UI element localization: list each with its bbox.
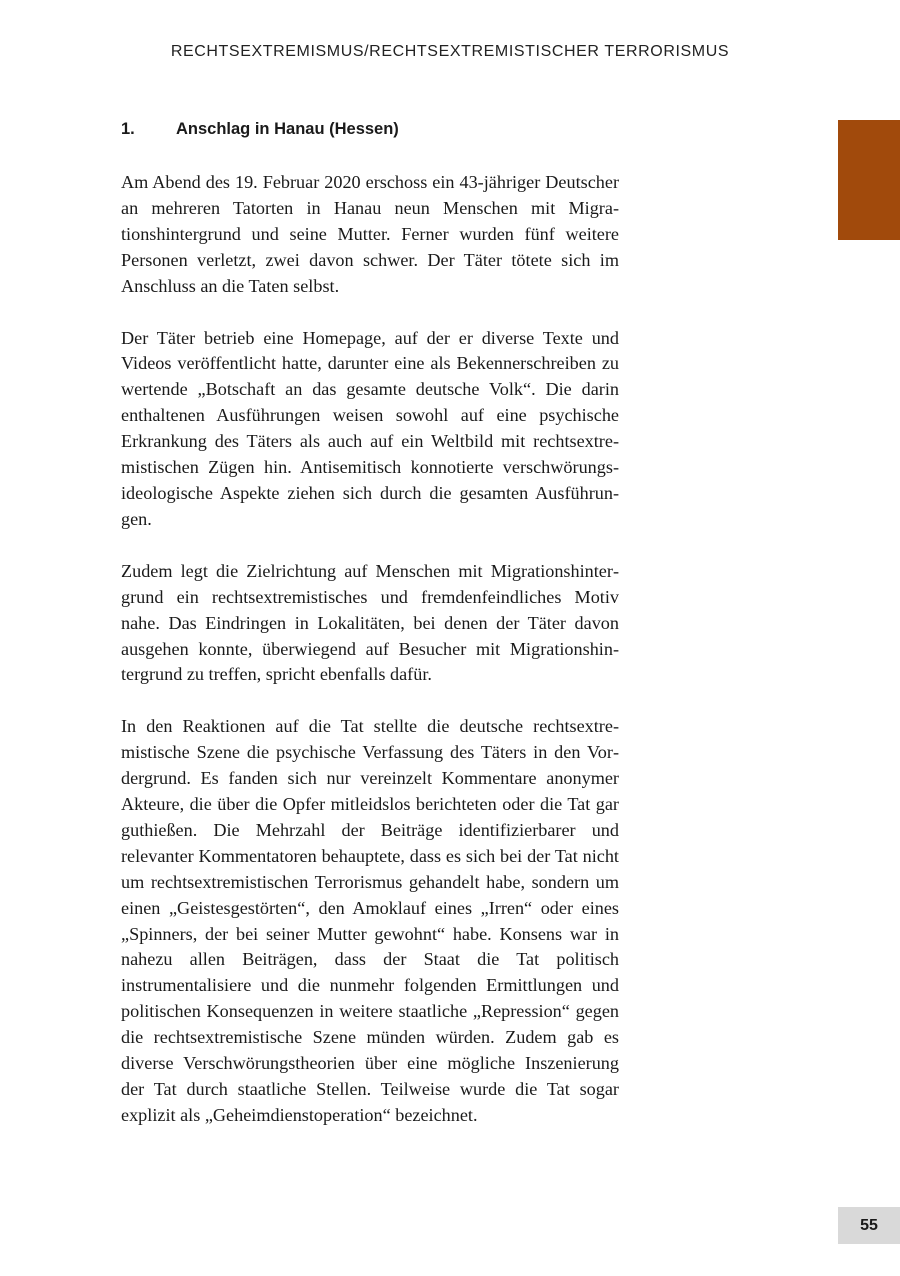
page-number: 55 (838, 1207, 900, 1244)
running-header: RECHTSEXTREMISMUS/RECHTSEXTREMISTISCHER TERRORISMUS (170, 43, 730, 60)
paragraph: Zudem legt die Zielrichtung auf Menschen mit Migrationshintergrund ein rechtsextremistisches und fremdenfeindliches Motiv nahe. Das Eindringen in Lokalitäten, bei denen der Täter davon ausgehen konnte, überwiegend auf Besucher mit Migrationshintergrund zu treffen, spricht ebenfalls dafür. (121, 560, 619, 685)
section-title: Anschlag in Hanau (Hessen) (176, 120, 399, 138)
section-number: 1. (121, 120, 135, 138)
paragraph: Am Abend des 19. Februar 2020 erschoss ein 43-jähriger Deutscher an mehreren Tatorten in Hanau neun Menschen mit Migrationshintergrund und seine Mutter. Ferner wurden fünf weitere Personen verletzt, zwei davon schwer. Der Täter tötete sich im Anschluss an die Taten selbst. (121, 172, 619, 296)
section-heading (121, 120, 399, 139)
chapter-tab-marker (838, 120, 900, 240)
paragraph: Der Täter betrieb eine Homepage, auf der er diverse Texte und Videos veröffentlicht hatte, darunter eine als Bekennerschreiben zu wertende „Botschaft an das gesamte deutsche Volk“. Die darin enthaltenen Ausführungen weisen sowohl auf eine psychische Erkrankung des Täters als auch auf ein Weltbild mit rechtsextremistischen Zügen hin. Antisemitisch konnotierte verschwörungsideologische Aspekte ziehen sich durch die gesamten Ausführungen. (121, 327, 619, 529)
body-text (121, 170, 619, 1155)
paragraph: In den Reaktionen auf die Tat stellte die deutsche rechtsextremistische Szene die psychische Verfassung des Täters in den Vordergrund. Es fanden sich nur vereinzelt Kommentare anonymer Akteure, die über die Opfer mitleidslos berichteten oder die Tat gar guthießen. Die Mehrzahl der Beiträge identifizierbarer und relevanter Kommentatoren behauptete, dass es sich bei der Tat nicht um rechtsextremistischen Terrorismus gehandelt habe, sondern um einen „Geistesgestörten“, den Amoklauf eines „Irren“ oder eines „Spinners, der bei seiner Mutter gewohnt“ habe. Konsens war in nahezu allen Beiträgen, dass der Staat die Tat politisch instrumentalisiere und die nunmehr folgenden Ermittlungen und politischen Konsequenzen in weitere staatliche „Repression“ gegen die rechtsextremistische Szene münden würden. Zudem gab es diverse Verschwörungstheorien über eine mögliche Inszenierung der Tat durch staatliche Stellen. Teilweise wurde die Tat sogar explizit als „Geheimdienstoperation“ bezeichnet. (121, 716, 619, 1125)
